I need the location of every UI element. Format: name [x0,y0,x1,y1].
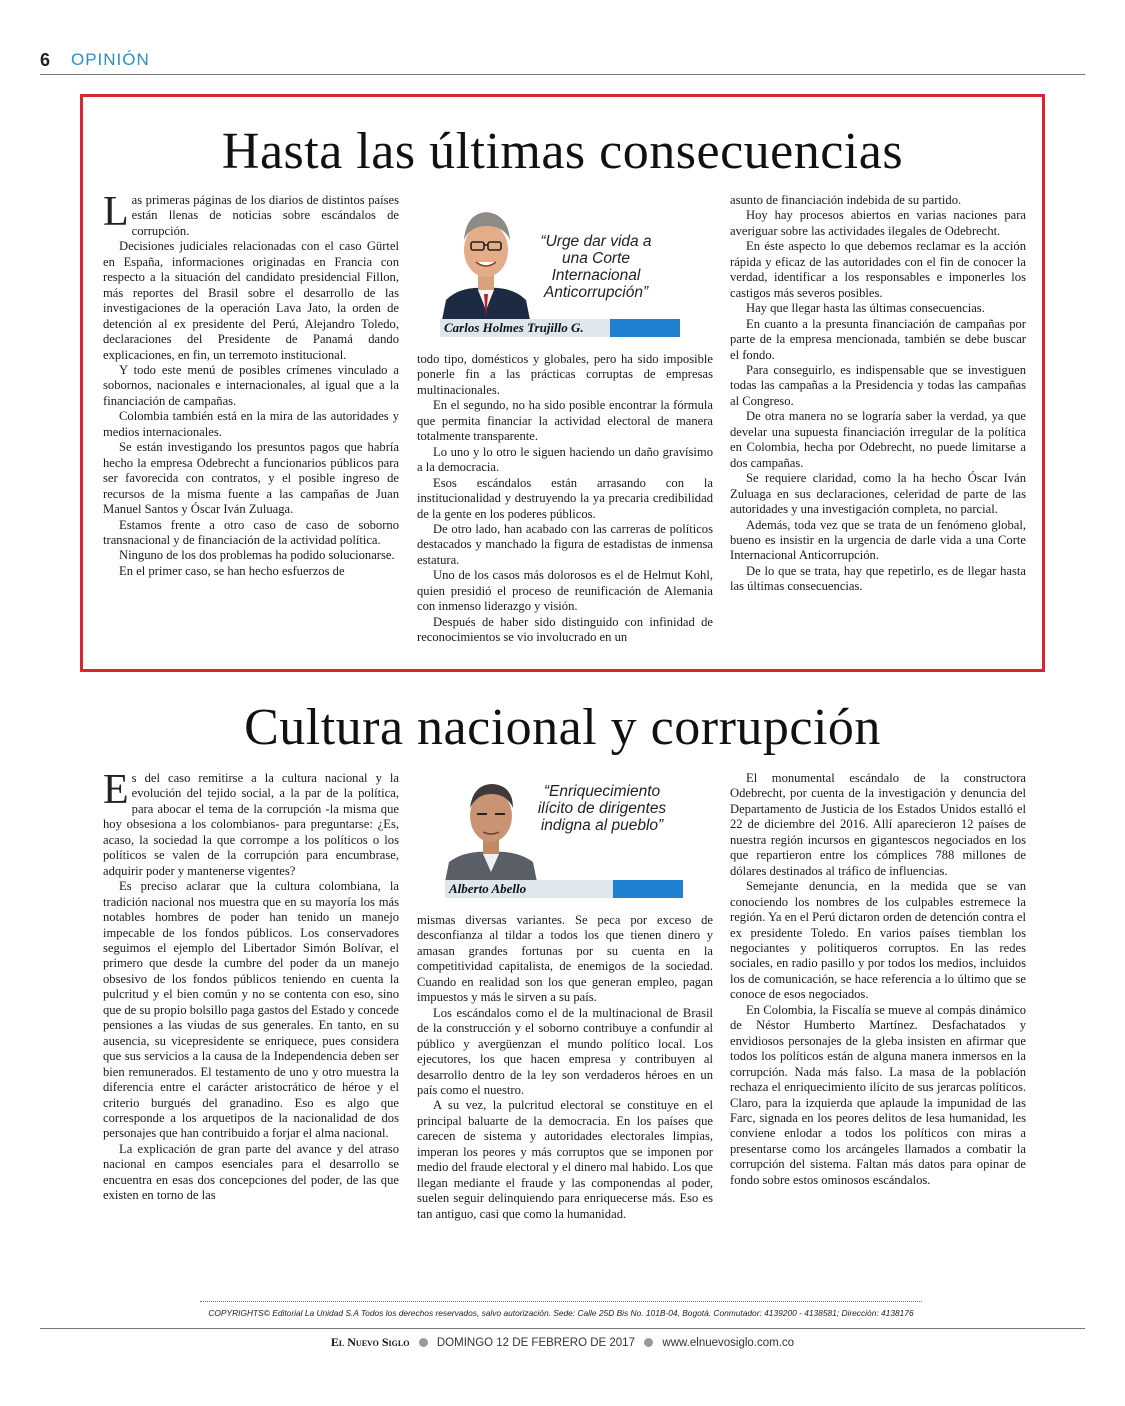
author-name-bar [445,880,683,898]
bullet-icon [644,1338,653,1347]
drop-cap: E [103,767,129,813]
pull-quote: “Urge dar vida a una Corte Internacional Anticorrupción” [540,233,652,301]
paragraph: Es preciso aclarar que la cultura colombiana, la tradición nacional nos muestra que en su mayoría los más notables hombres de poder han tenido un manejo impecable de los fondos públicos. Los conservadores seguimos el ejemplo del Libertador Simón Bolívar, el primero que desde la cumbre del poder da un manejo obsesivo de los fondos públicos teniendo en cuenta la pulcritud y el bien común y no se contenta con eso, sino que de su propio bolsillo paga gastos del Estado y concede pensiones a las viudas de sus generales. En tanto, en su ausencia, su vicepresidente se enriquece, pues considera que sus servicios a la causa de la Independencia deben ser bien remunerados. El testamento de uno y otro muestra la diferencia entre el carácter aristocrático de héroe y el criterio burgués del granadino. Eso es algo que corresponde a los arquetipos de la nacionalidad de dos personajes que han contribuido a forjar el alma nacional. [103,879,399,1141]
paragraph: Semejante denuncia, en la medida que se van conociendo los nombres de los culpables estremece la región. Ya en el Perú dictaron orden de detención contra el ex presidente Toledo. En varios países tiemblan los negociantes y politiqueros corruptos. En las redes sociales, en radio pasillo y por todos los medios, incluidos los de comunicación, se hace referencia a lo último que se conoce de esos negociados. [730,879,1026,1002]
paragraph: Hoy hay procesos abiertos en varias naciones para averiguar sobre las actividades ilegales de Odebrecht. [730,208,1026,238]
paragraph: El monumental escándalo de la constructora Odebrecht, por cuenta de la investigación y denuncia del Departamento de Justicia de los Estados Unidos estalló el 22 de diciembre del 2016. Allí aparecieron 12 países de nuestra región incursos en gigantescos negociados en los que repartieron entre los cómplices 788 millones de dólares destinados al tráfico de influencias. [730,771,1026,878]
author-photo [440,198,532,320]
paragraph: Después de haber sido distinguido con infinidad de reconocimientos se vio involucrado en un [417,614,713,645]
paragraph: Uno de los casos más dolorosos es el de Helmut Kohl, quien presidió el proceso de reunificación de Alemania con inmenso liderazgo y visión. [417,568,713,614]
paragraph: Ninguno de los dos problemas ha podido solucionarse. [119,548,395,563]
bullet-icon [419,1338,428,1347]
paragraph: Se requiere claridad, como la ha hecho Óscar Iván Zuluaga en sus declaraciones, celeridad de parte de las autoridades y una investigación completa, no parcial. [730,471,1026,517]
paragraph: Para conseguirlo, es indispensable que se investiguen todas las campañas a la Presidencia y todas las campañas al Congreso. [730,362,1026,408]
paragraph: Las primeras páginas de los diarios de distintos países están llenas de noticias sobre escándalos de corrupción. [103,189,399,238]
author-photo [445,772,537,882]
paragraph: De otro lado, han acabado con las carreras de políticos destacados y manchado la figura de estadistas de inmensa estatura. [417,521,713,567]
author-name: Carlos Holmes Trujillo G. [444,320,584,335]
article2-title: Cultura nacional y corrupción [244,699,881,756]
author-name-bar [440,319,680,337]
paragraph: Y todo este menú de posibles crímenes vinculado a sobornos, nacionales e internacionales, al igual que a la financiación de campañas. [103,362,399,408]
article2-column-1 [103,767,399,1204]
page-header [40,46,1085,75]
paragraph: Esos escándalos están arrasando con la institucionalidad y destruyendo la ya precaria credibilidad de la gente en los poderes públicos. [417,475,713,521]
copyright-line: COPYRIGHTS© Editorial La Unidad S.A Todos los derechos reservados, salvo autorización. Sede: Calle 25D Bis No. 101B-04, Bogotá. Conmutador: 4139200 - 4138581; Dirección: 4138176 [200,1301,922,1318]
paragraph: En cuanto a la presunta financiación de campañas por parte de la empresa mencionada, también se debe buscar el fondo. [730,316,1026,362]
paragraph: Los escándalos como el de la multinacional de Brasil de la construcción y el soborno contribuye a confundir al público y avergüenzan el mundo político local. Los ejecutores, los que hacen empresa y contribuyen al desarrollo dentro de la ley son verdaderos héroes en un país como el nuestro. [417,1005,713,1097]
paragraph: En el segundo, no ha sido posible encontrar la fórmula que permita financiar la actividad electoral de manera totalmente transparente. [417,398,713,444]
article1-column-1 [103,189,399,579]
paragraph: En el primer caso, se han hecho esfuerzos de [119,563,345,578]
article2-column-3 [730,771,1026,1188]
paragraph: La explicación de gran parte del avance y del atraso nacional en campos esenciales para el desarrollo se encuentra en esas dos concepciones del poder, de las que existen en torno de las [103,1141,399,1203]
page-number: 6 [40,50,51,70]
paragraph: A su vez, la pulcritud electoral se constituye en el principal baluarte de la democracia. En los países que carecen de sistema y autoridades electorales limpias, imperan los peores y más corruptos que se imponen por medio del fraude electoral y el dinero mal habido. Los que llegan mediante el fraude y las componendas al poder, suelen seguir delinquiendo para enriquecerse más. Eso es tan antiguo, casi que como la humanidad. [417,1098,713,1221]
author-name: Alberto Abello [449,881,527,896]
article2-column-2 [417,913,713,1222]
page-footer [0,1335,1125,1350]
paragraph: De lo que se trata, hay que repetirlo, es de llegar hasta las últimas consecuencias. [730,563,1026,594]
website-link[interactable]: www.elnuevosiglo.com.co [662,1337,795,1349]
newspaper-brand: El Nuevo Siglo [330,1335,410,1349]
name-bar-accent [613,880,683,898]
paragraph: Hay que llegar hasta las últimas consecuencias. [746,301,985,316]
paragraph: asunto de financiación indebida de su partido. [730,193,962,207]
paragraph: Es del caso remitirse a la cultura nacional y la evolución del tejido social, a la par de la política, para abocar el tema de la corrupción -la misma que hoy obsesiona a los colombianos- para preguntarse: ¿Es, acaso, la sociedad la que corrompe a los políticos o los políticos se valen de la corrupción para encumbrase, adquirir poder y mantenerse vigentes? [103,767,399,878]
drop-cap: L [103,189,129,235]
paragraph: En éste aspecto lo que debemos reclamar es la acción rápida y eficaz de las autoridades con el fin de conocer la verdad, identificar a los responsables e imponerles los castigos más severos posibles. [730,239,1026,300]
section-label: OPINIÓN [71,50,150,69]
paragraph: todo tipo, domésticos y globales, pero ha sido imposible ponerle fin a las prácticas corruptas de empresas multinacionales. [417,352,713,397]
article1-column-2 [417,352,713,646]
paragraph: Colombia también está en la mira de las autoridades y medios internacionales. [103,409,399,439]
article1-column-3 [730,193,1026,595]
paragraph: Lo uno y lo otro le siguen haciendo un daño gravísimo a la democracia. [417,444,713,475]
paragraph: Se están investigando los presuntos pagos que habría hecho la empresa Odebrecht a funcionarios públicos para ser favorecida con contratos, y el posible ingreso de recursos de la misma fuente a las campañas de Juan Manuel Santos y Óscar Iván Zuluaga. [103,440,399,517]
paragraph: De otra manera no se lograría saber la verdad, ya que develar una supuesta financiación irregular de la política en Colombia, hecha por Odebrecht, no puede limitarse a dos campañas. [730,409,1026,470]
footer-divider [40,1328,1085,1329]
pull-quote: “Enriquecimiento ilícito de dirigentes indigna al pueblo” [537,783,667,834]
paragraph: Decisiones judiciales relacionadas con el caso Gürtel en España, informaciones originadas en Francia con respecto a la situación del candidato presidencial Fillon, más reportes del Brasil sobre el desarrollo de las investigaciones de la operación Lava Jato, la orden de detención al ex presidente del Perú, Alejandro Toledo, declaraciones del Presidente de Panamá dando explicaciones, en fin, un terremoto institucional. [103,239,399,362]
paragraph: Estamos frente a otro caso de caso de soborno transnacional y de financiación de la actividad política. [103,517,399,547]
article1-title: Hasta las últimas consecuencias [221,123,904,180]
paragraph: En Colombia, la Fiscalía se mueve al compás dinámico de Néstor Humberto Martínez. Desfachatados y envidiosos personajes de la gleba insisten en afirmar que todos los políticos están de alguna manera inmersos en la corrupción. Nada más falso. La masa de la población rechaza el enriquecimiento ilícito de sus jerarcas políticos. Claro, para la izquierda que aplaude la impunidad de las Farc, signada en los peores delitos de lesa humanidad, les conviene enlodar a todos los políticos con miras a presentarse como los arcángeles llamados a combatir la corrupción del sistema. Faltan más datos para opinar de fondo sobre estos ominosos escándalos. [730,1002,1026,1187]
paragraph: mismas diversas variantes. Se peca por exceso de desconfianza al tildar a todos los que tienen dinero y amasan grandes fortunas por su cuenta en la competitividad capitalista, de enemigos de la sociedad. Cuando en realidad son los que generan empleo, pagan impuestos y más le sirven a su país. [417,913,713,1005]
issue-date: DOMINGO 12 DE FEBRERO DE 2017 [436,1337,635,1349]
name-bar-accent [610,319,680,337]
paragraph: Además, toda vez que se trata de un fenómeno global, bueno es insistir en la urgencia de darle vida a una Corte Internacional Anticorrupción. [730,517,1026,563]
